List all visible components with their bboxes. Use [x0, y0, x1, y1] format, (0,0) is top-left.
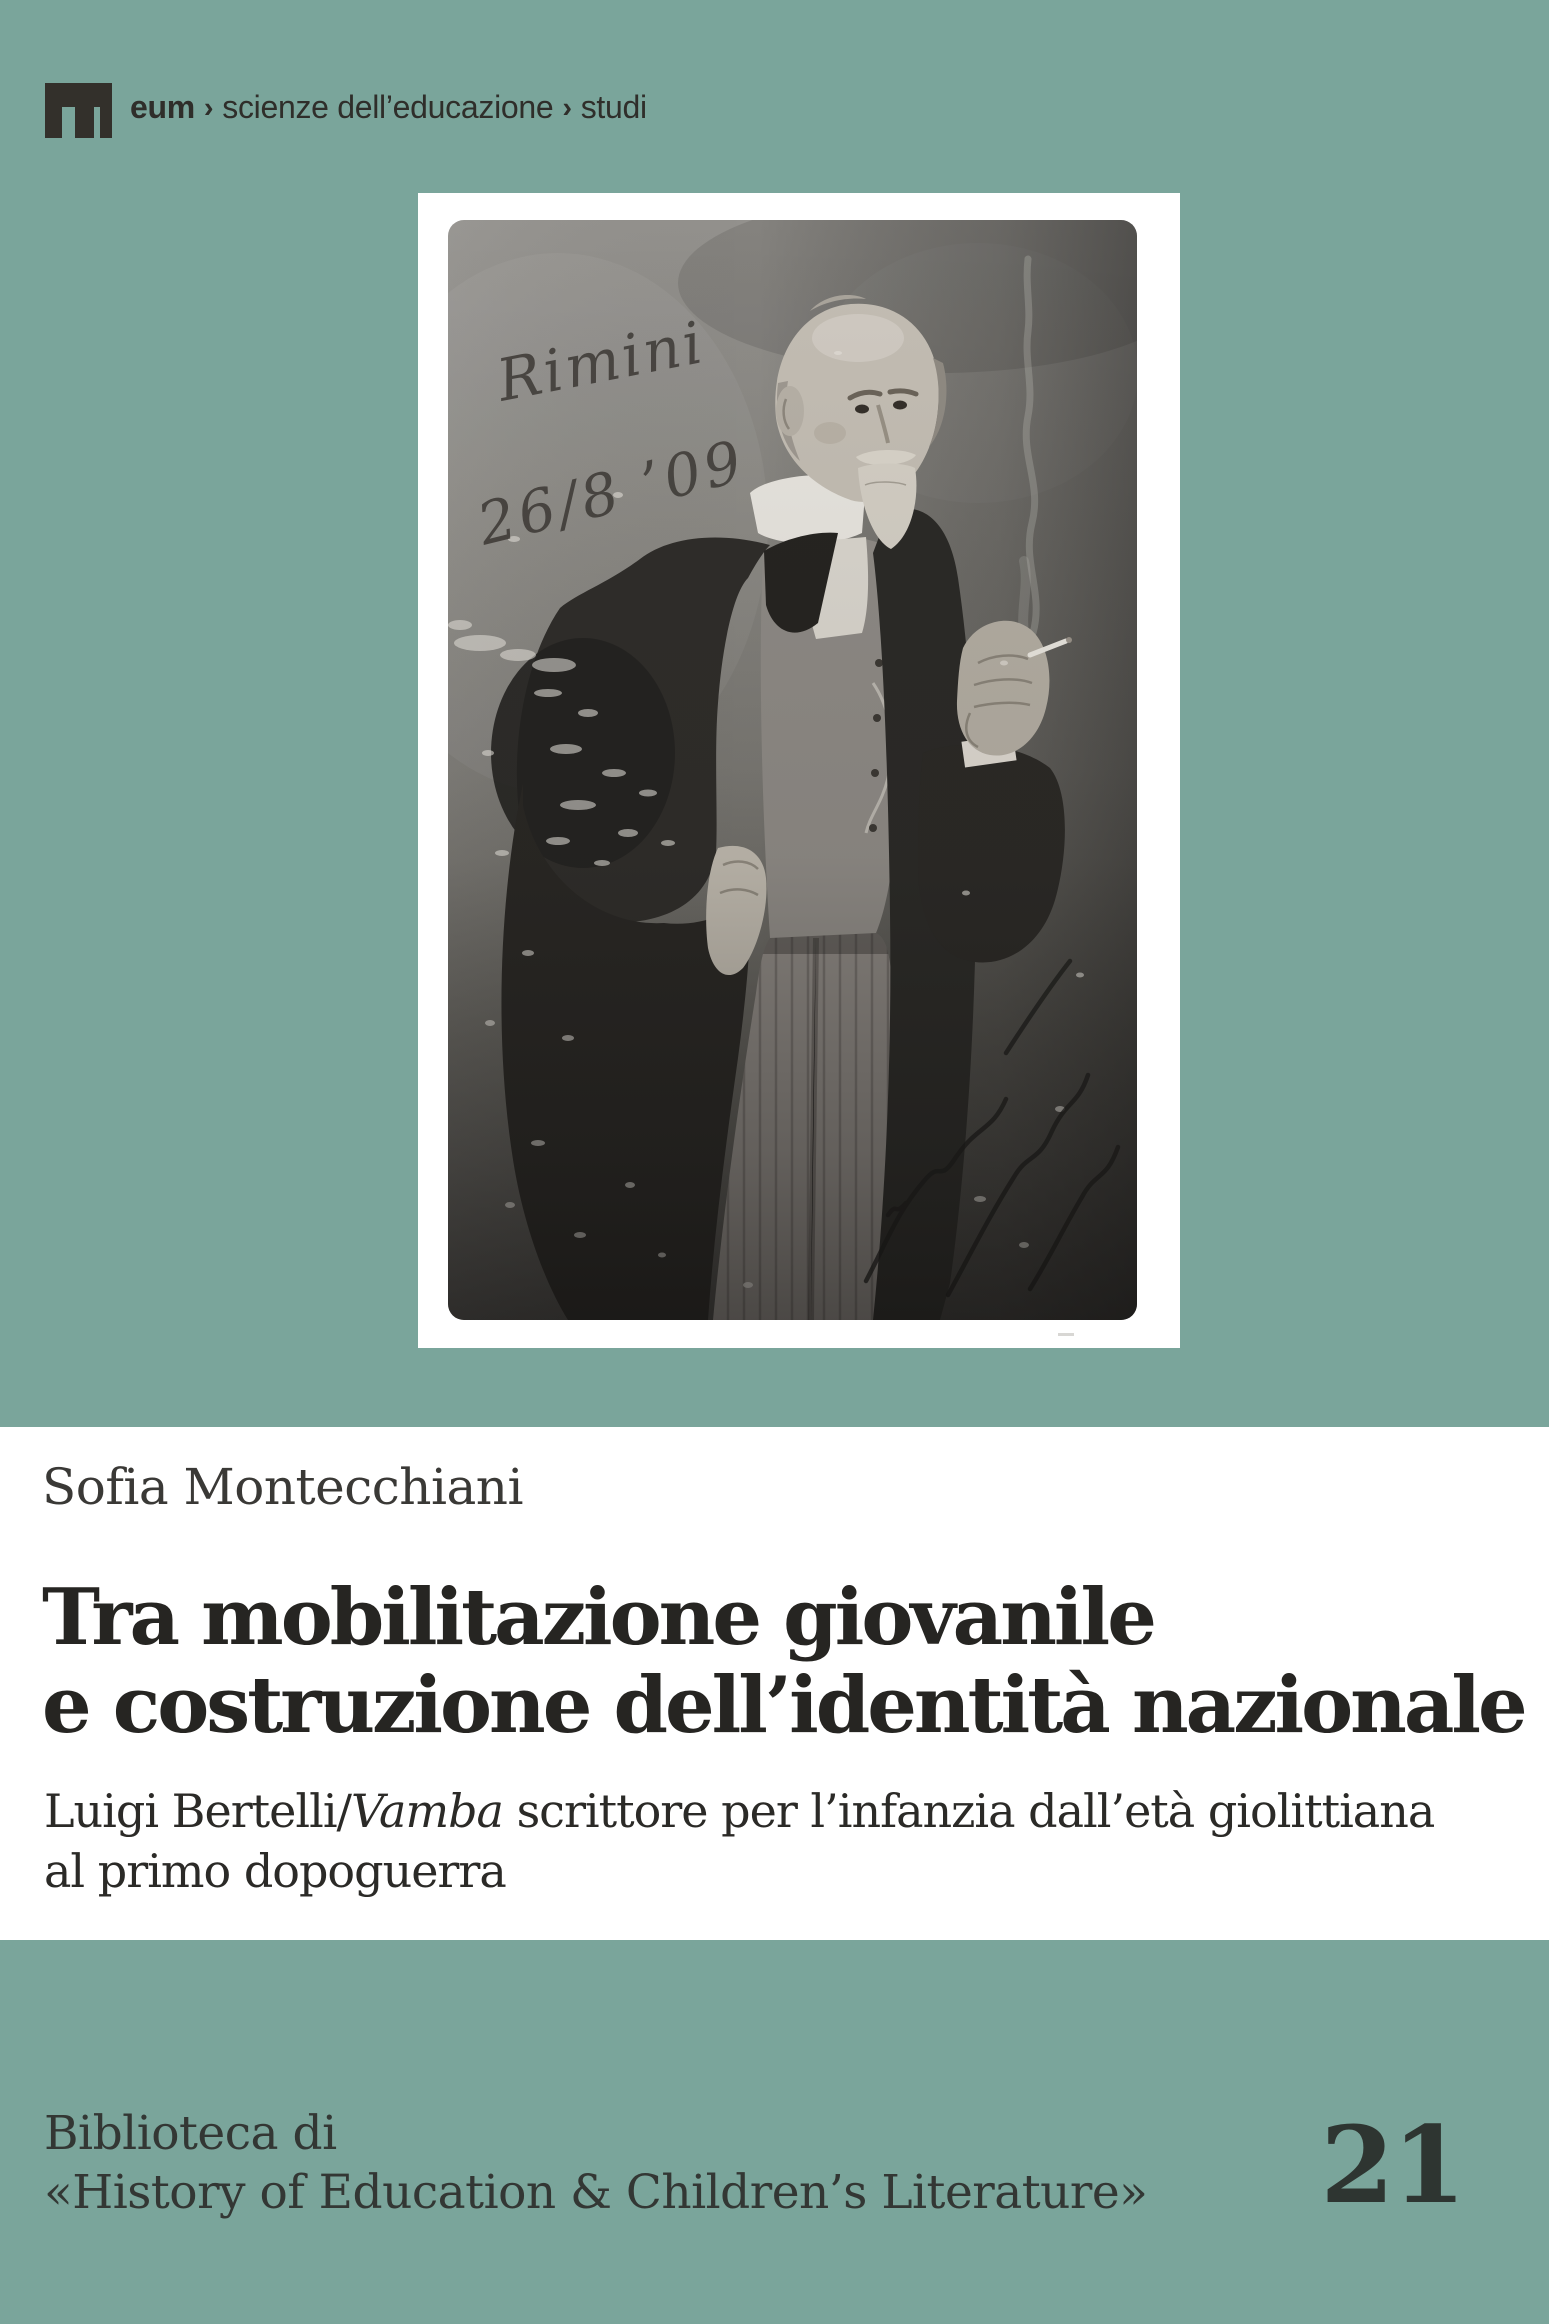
- series-title: [44, 2104, 1147, 2222]
- subtitle-regular: Luigi Bertelli/: [44, 1784, 352, 1838]
- author-name: Sofia Montecchiani: [42, 1458, 523, 1516]
- brand-name: eum: [130, 89, 195, 125]
- chevron-right-icon: ›: [562, 92, 572, 124]
- chevron-right-icon: ›: [203, 92, 214, 124]
- subtitle-italic-vamba: Vamba: [351, 1784, 503, 1838]
- title-line-1: Tra mobilitazione giovanile: [42, 1572, 1154, 1663]
- series-title-line-2: «History of Education & Children’s Literature»: [44, 2165, 1148, 2220]
- series-title-line-1: Biblioteca di: [44, 2106, 337, 2161]
- series-name: scienze dell’educazione: [222, 89, 554, 125]
- cover-photograph: [418, 193, 1180, 1348]
- title-line-2: e costruzione dell’identità nazionale: [42, 1660, 1525, 1751]
- book-subtitle: [44, 1781, 1434, 1901]
- photograph-image: [418, 193, 1180, 1323]
- series-breadcrumb: [130, 91, 647, 124]
- subtitle-line-1: [44, 1781, 1434, 1841]
- collection-name: studi: [580, 89, 647, 125]
- volume-number: 21: [1320, 2102, 1464, 2227]
- book-title: [42, 1574, 1525, 1750]
- subtitle-rest: scrittore per l’infanzia dall’età giolittiana: [502, 1784, 1435, 1838]
- subtitle-line-2: al primo dopoguerra: [44, 1844, 506, 1898]
- eum-logo-icon: [45, 83, 112, 138]
